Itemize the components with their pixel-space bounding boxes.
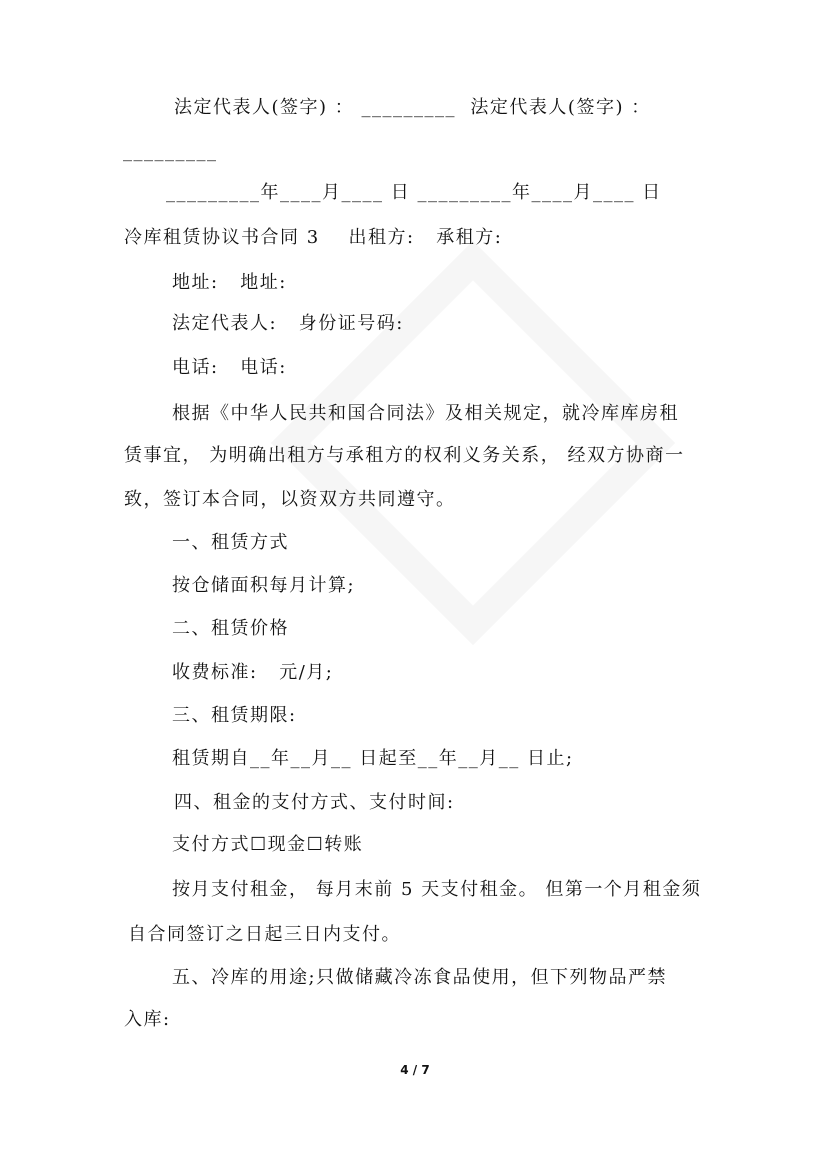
representative-line: 法定代表人: 身份证号码:	[172, 313, 404, 334]
section-heading: 三、租赁期限:	[172, 705, 297, 726]
paragraph-line: 租赁期自__年__月__ 日起至__年__月__ 日止;	[172, 748, 574, 769]
signature-line: 法定代表人(签字) ： _________ 法定代表人(签字) ：	[174, 97, 651, 118]
address-line: 地址: 地址:	[172, 272, 287, 293]
section-heading: 一、租赁方式	[172, 532, 289, 553]
page-number: 4 / 7	[400, 1063, 430, 1077]
paragraph-line: 根据《中华人民共和国合同法》及相关规定，就冷库库房租	[172, 403, 679, 424]
phone-line: 电话: 电话:	[172, 357, 287, 378]
paragraph-line: 自合同签订之日起三日内支付。	[128, 924, 401, 945]
section-heading: 四、租金的支付方式、支付时间:	[174, 792, 455, 813]
section-heading: 二、租赁价格	[172, 618, 289, 639]
date-line: _________年____月____ 日 _________年____月____ 日	[166, 182, 662, 203]
paragraph-line: 致，签订本合同，以资双方共同遵守。	[124, 489, 456, 510]
paragraph-line: 赁事宜， 为明确出租方与承租方的权利义务关系， 经双方协商一	[124, 445, 685, 466]
contract-title-line: 冷库租赁协议书合同 3 出租方: 承租方:	[124, 227, 503, 248]
paragraph-line: 收费标准: 元/月;	[172, 662, 334, 683]
section-heading: 五、冷库的用途;只做储藏冷冻食品使用，但下列物品严禁	[172, 967, 668, 988]
signature-blank: _________	[123, 141, 218, 162]
paragraph-line: 按月支付租金， 每月末前 5 天支付租金。 但第一个月租金须	[172, 879, 702, 900]
paragraph-line: 支付方式☐现金☐转账	[172, 834, 364, 855]
paragraph-line: 按仓储面积每月计算;	[172, 575, 356, 596]
paragraph-line: 入库:	[124, 1009, 171, 1030]
